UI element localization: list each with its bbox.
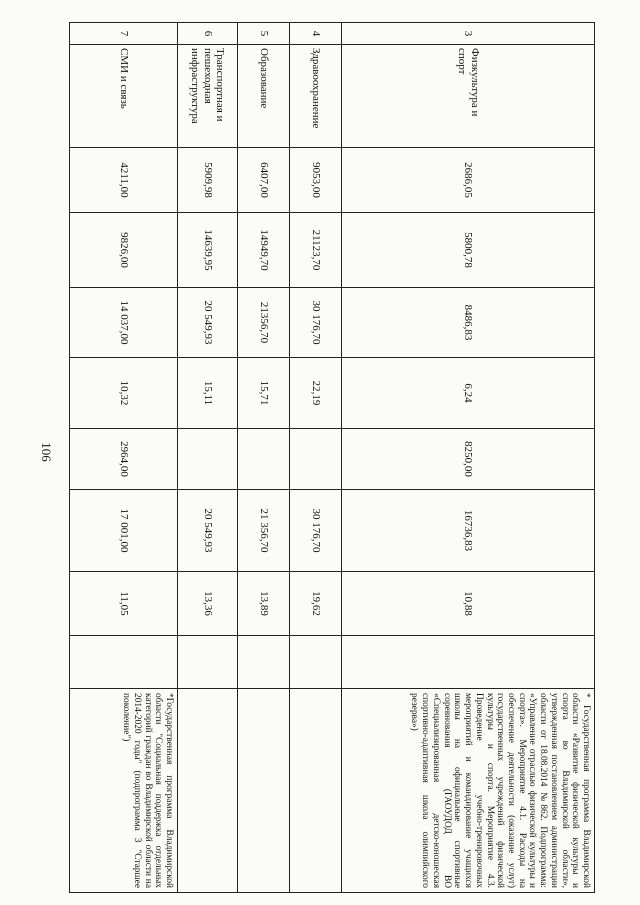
value-cell-1: 2686,05 xyxy=(342,148,595,213)
value-cell-1: 9053,00 xyxy=(290,148,342,213)
row-name: СМИ и связь xyxy=(70,45,178,148)
program-note: * Государственная программа Владимирской области «Развитие физической культуры и спорта во Владимирской области», утвержденная постановлением администрации области от 18.08.2014 №862. Подпрограмма: «Управление отраслью физической культуры и спорта». Мероприятие 4.1. Расходы на обеспечение деятельности (оказание услуг) государственных учреждений физической культуры и спорта. Мероприятие 4.3. Проведение учебно-тренировочных мероприятий и командирование учащихся школы на официальные спортивные соревнования (ГАОУДОД ВО «Специализированная детско-юношеская спортивно-адаптивная школа олимпийского резерва») xyxy=(342,689,595,893)
budget-table xyxy=(69,22,595,893)
value-cell-6: 21 356,70 xyxy=(238,490,290,572)
value-cell-5 xyxy=(290,429,342,490)
empty-cell xyxy=(238,636,290,689)
row-name: Здравоохранение xyxy=(290,45,342,148)
value-cell-6: 30 176,70 xyxy=(290,490,342,572)
value-cell-4: 10,32 xyxy=(70,358,178,429)
table-row xyxy=(342,23,595,893)
value-cell-7: 11,05 xyxy=(70,572,178,636)
value-cell-6: 20 549,93 xyxy=(178,490,238,572)
row-number: 7 xyxy=(70,23,178,45)
budget-table-sheet xyxy=(70,22,595,892)
value-cell-4: 15,11 xyxy=(178,358,238,429)
program-note xyxy=(290,689,342,893)
table-row xyxy=(238,23,290,893)
value-cell-3: 8486,83 xyxy=(342,288,595,358)
row-name: Образование xyxy=(238,45,290,148)
program-note: *Государственная программа Владимирской области "Социальная поддержка отдельных категорий граждан во Владимирской области на 2014-2020 годы" (подпрограмма 3 "Старшее поколение") xyxy=(70,689,178,893)
value-cell-5: 8250,00 xyxy=(342,429,595,490)
value-cell-3: 14 037,00 xyxy=(70,288,178,358)
value-cell-2: 14949,70 xyxy=(238,213,290,288)
row-number: 3 xyxy=(342,23,595,45)
value-cell-6: 16736,83 xyxy=(342,490,595,572)
value-cell-1: 5909,98 xyxy=(178,148,238,213)
table-row xyxy=(70,23,178,893)
row-number: 5 xyxy=(238,23,290,45)
value-cell-6: 17 001,00 xyxy=(70,490,178,572)
value-cell-2: 14639,95 xyxy=(178,213,238,288)
value-cell-3: 30 176,70 xyxy=(290,288,342,358)
program-note xyxy=(178,689,238,893)
value-cell-2: 9826,00 xyxy=(70,213,178,288)
row-name: Физкультура и спорт xyxy=(342,45,595,148)
empty-cell xyxy=(178,636,238,689)
value-cell-3: 20 549,93 xyxy=(178,288,238,358)
empty-cell xyxy=(342,636,595,689)
value-cell-1: 6407,00 xyxy=(238,148,290,213)
empty-cell xyxy=(70,636,178,689)
table-row xyxy=(290,23,342,893)
value-cell-5 xyxy=(238,429,290,490)
value-cell-3: 21356,70 xyxy=(238,288,290,358)
value-cell-1: 4211,00 xyxy=(70,148,178,213)
value-cell-7: 10,88 xyxy=(342,572,595,636)
value-cell-5 xyxy=(178,429,238,490)
row-number: 6 xyxy=(178,23,238,45)
table-row xyxy=(178,23,238,893)
value-cell-4: 22,19 xyxy=(290,358,342,429)
value-cell-7: 13,36 xyxy=(178,572,238,636)
value-cell-5: 2964,00 xyxy=(70,429,178,490)
value-cell-7: 19,62 xyxy=(290,572,342,636)
program-note xyxy=(238,689,290,893)
value-cell-2: 21123,70 xyxy=(290,213,342,288)
empty-cell xyxy=(290,636,342,689)
page-number: 106 xyxy=(39,442,54,462)
row-number: 4 xyxy=(290,23,342,45)
value-cell-7: 13,89 xyxy=(238,572,290,636)
value-cell-2: 5800,78 xyxy=(342,213,595,288)
row-name: Транспортная и пешеходная инфраструктура xyxy=(178,45,238,148)
value-cell-4: 6,24 xyxy=(342,358,595,429)
value-cell-4: 15,71 xyxy=(238,358,290,429)
